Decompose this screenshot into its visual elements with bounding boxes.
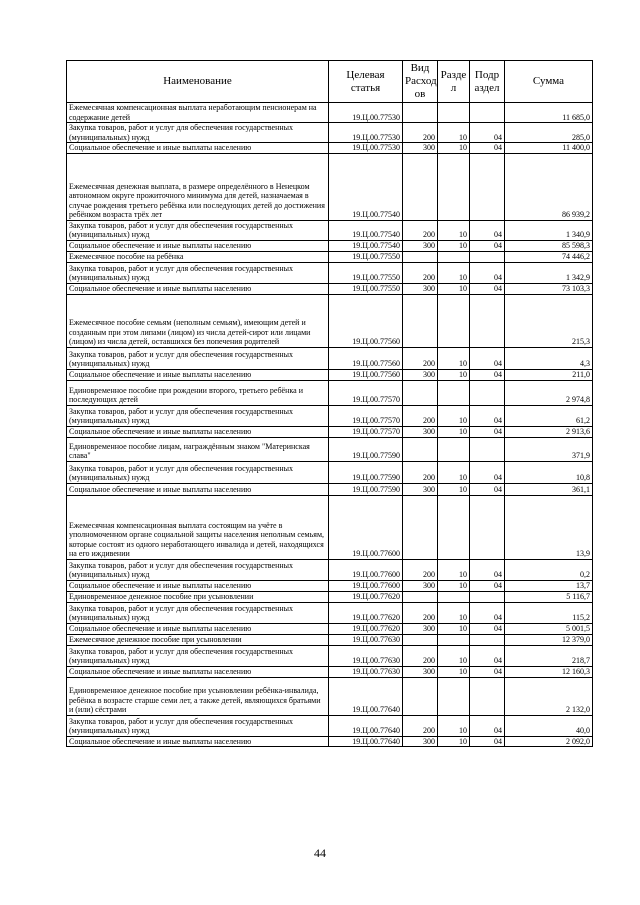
- row-podrazdel: 04: [470, 240, 505, 251]
- row-vid: 200: [403, 220, 438, 240]
- row-podrazdel: 04: [470, 369, 505, 380]
- row-target: 19.Ц.00.77530: [329, 143, 403, 154]
- row-razdel: [438, 294, 470, 347]
- row-razdel: [438, 153, 470, 220]
- row-sum: 2 913,6: [505, 426, 593, 437]
- row-target: 19.Ц.00.77590: [329, 437, 403, 461]
- row-razdel: 10: [438, 736, 470, 747]
- table-row: [67, 347, 593, 369]
- row-vid: 200: [403, 461, 438, 483]
- row-razdel: [438, 677, 470, 715]
- row-podrazdel: 04: [470, 347, 505, 369]
- row-name: Ежемесячное денежное пособие при усыновлении: [67, 634, 329, 645]
- row-vid: [403, 591, 438, 602]
- row-vid: 200: [403, 347, 438, 369]
- row-razdel: 10: [438, 369, 470, 380]
- table-row: [67, 380, 593, 405]
- table-row: [67, 220, 593, 240]
- row-podrazdel: [470, 251, 505, 262]
- row-podrazdel: 04: [470, 645, 505, 666]
- row-target: 19.Ц.00.77570: [329, 380, 403, 405]
- row-sum: 4,3: [505, 347, 593, 369]
- row-razdel: 10: [438, 461, 470, 483]
- row-sum: 12 379,0: [505, 634, 593, 645]
- row-razdel: [438, 380, 470, 405]
- table-row: [67, 143, 593, 154]
- row-podrazdel: 04: [470, 580, 505, 591]
- row-podrazdel: 04: [470, 426, 505, 437]
- row-name: Социальное обеспечение и иные выплаты населению: [67, 623, 329, 634]
- row-vid: 300: [403, 426, 438, 437]
- row-vid: 300: [403, 283, 438, 294]
- row-name: Социальное обеспечение и иные выплаты населению: [67, 369, 329, 380]
- row-podrazdel: 04: [470, 666, 505, 677]
- row-podrazdel: [470, 437, 505, 461]
- row-name: Социальное обеспечение и иные выплаты населению: [67, 736, 329, 747]
- row-sum: 74 446,2: [505, 251, 593, 262]
- row-razdel: 10: [438, 220, 470, 240]
- row-sum: 5 116,7: [505, 591, 593, 602]
- row-sum: 371,9: [505, 437, 593, 461]
- row-name: Ежемесячная компенсационная выплата состоящим на учёте в уполномоченном органе социальной защиты населения неполным семьям, которые состоят из одного неработающего инвалида и детей, находящихся на его иждивении: [67, 495, 329, 559]
- row-name: Единовременное пособие лицам, награждённым знаком "Материнская слава": [67, 437, 329, 461]
- row-name: Социальное обеспечение и иные выплаты населению: [67, 143, 329, 154]
- row-target: 19.Ц.00.77540: [329, 240, 403, 251]
- row-podrazdel: 04: [470, 602, 505, 623]
- row-sum: 5 001,5: [505, 623, 593, 634]
- row-target: 19.Ц.00.77620: [329, 591, 403, 602]
- row-name: Закупка товаров, работ и услуг для обеспечения государственных (муниципальных) нужд: [67, 602, 329, 623]
- table-row: [67, 153, 593, 220]
- row-name: Социальное обеспечение и иные выплаты населению: [67, 666, 329, 677]
- table-row: [67, 251, 593, 262]
- table-row: [67, 294, 593, 347]
- row-sum: 10,8: [505, 461, 593, 483]
- row-razdel: 10: [438, 559, 470, 580]
- table-row: [67, 559, 593, 580]
- row-vid: [403, 153, 438, 220]
- row-name: Ежемесячное пособие на ребёнка: [67, 251, 329, 262]
- row-target: 19.Ц.00.77630: [329, 645, 403, 666]
- row-podrazdel: 04: [470, 220, 505, 240]
- row-vid: 200: [403, 645, 438, 666]
- row-sum: 1 340,9: [505, 220, 593, 240]
- row-name: Социальное обеспечение и иные выплаты населению: [67, 240, 329, 251]
- row-sum: 2 092,0: [505, 736, 593, 747]
- row-name: Закупка товаров, работ и услуг для обеспечения государственных (муниципальных) нужд: [67, 220, 329, 240]
- row-vid: [403, 294, 438, 347]
- row-razdel: 10: [438, 623, 470, 634]
- header-target: Целевая статья: [329, 61, 403, 103]
- row-razdel: 10: [438, 645, 470, 666]
- row-vid: 200: [403, 405, 438, 426]
- row-name: Закупка товаров, работ и услуг для обеспечения государственных (муниципальных) нужд: [67, 559, 329, 580]
- row-name: Закупка товаров, работ и услуг для обеспечения государственных (муниципальных) нужд: [67, 347, 329, 369]
- row-vid: [403, 380, 438, 405]
- row-razdel: [438, 251, 470, 262]
- row-target: 19.Ц.00.77540: [329, 220, 403, 240]
- table-row: [67, 426, 593, 437]
- row-vid: 300: [403, 623, 438, 634]
- row-target: 19.Ц.00.77560: [329, 369, 403, 380]
- table-row: [67, 369, 593, 380]
- row-podrazdel: [470, 634, 505, 645]
- row-target: 19.Ц.00.77540: [329, 153, 403, 220]
- table-row: [67, 240, 593, 251]
- row-podrazdel: [470, 294, 505, 347]
- row-razdel: 10: [438, 602, 470, 623]
- row-vid: [403, 251, 438, 262]
- row-sum: 40,0: [505, 715, 593, 736]
- header-vid: Вид Расход ов: [403, 61, 438, 103]
- row-target: 19.Ц.00.77550: [329, 283, 403, 294]
- row-podrazdel: 04: [470, 559, 505, 580]
- row-sum: 12 160,3: [505, 666, 593, 677]
- row-vid: [403, 103, 438, 123]
- row-razdel: 10: [438, 580, 470, 591]
- row-target: 19.Ц.00.77630: [329, 634, 403, 645]
- row-target: 19.Ц.00.77550: [329, 251, 403, 262]
- row-sum: 211,0: [505, 369, 593, 380]
- row-name: Ежемесячная денежная выплата, в размере определённого в Ненецком автономном округе прожиточного минимума для детей, назначаемая в случае рождения третьего ребёнка или последующих детей до достижения ребёнком возраста трёх лет: [67, 153, 329, 220]
- table-row: [67, 634, 593, 645]
- row-name: Закупка товаров, работ и услуг для обеспечения государственных (муниципальных) нужд: [67, 715, 329, 736]
- row-vid: 300: [403, 580, 438, 591]
- row-name: Единовременное пособие при рождении второго, третьего ребёнка и последующих детей: [67, 380, 329, 405]
- table-row: [67, 123, 593, 143]
- row-vid: [403, 495, 438, 559]
- row-podrazdel: 04: [470, 736, 505, 747]
- row-vid: 300: [403, 483, 438, 495]
- page-number: 44: [314, 846, 326, 860]
- row-name: Закупка товаров, работ и услуг для обеспечения государственных (муниципальных) нужд: [67, 262, 329, 283]
- row-podrazdel: 04: [470, 143, 505, 154]
- row-sum: 73 103,3: [505, 283, 593, 294]
- row-sum: 85 598,3: [505, 240, 593, 251]
- row-name: Закупка товаров, работ и услуг для обеспечения государственных (муниципальных) нужд: [67, 405, 329, 426]
- row-razdel: 10: [438, 405, 470, 426]
- row-target: 19.Ц.00.77530: [329, 123, 403, 143]
- row-sum: 215,3: [505, 294, 593, 347]
- row-razdel: [438, 103, 470, 123]
- table-body: [67, 103, 593, 747]
- row-name: Единовременное денежное пособие при усыновлении: [67, 591, 329, 602]
- row-sum: 61,2: [505, 405, 593, 426]
- row-target: 19.Ц.00.77600: [329, 559, 403, 580]
- header-podrazdel: Подр аздел: [470, 61, 505, 103]
- row-target: 19.Ц.00.77620: [329, 623, 403, 634]
- header-sum: Сумма: [505, 61, 593, 103]
- row-sum: 13,9: [505, 495, 593, 559]
- row-podrazdel: 04: [470, 283, 505, 294]
- row-sum: 218,7: [505, 645, 593, 666]
- row-razdel: 10: [438, 262, 470, 283]
- row-name: Социальное обеспечение и иные выплаты населению: [67, 580, 329, 591]
- row-vid: 300: [403, 369, 438, 380]
- table-row: [67, 591, 593, 602]
- row-vid: 200: [403, 123, 438, 143]
- row-sum: 2 132,0: [505, 677, 593, 715]
- row-sum: 2 974,8: [505, 380, 593, 405]
- table-row: [67, 715, 593, 736]
- row-sum: 11 400,0: [505, 143, 593, 154]
- row-sum: 0,2: [505, 559, 593, 580]
- table-header: [67, 61, 593, 103]
- row-name: Закупка товаров, работ и услуг для обеспечения государственных (муниципальных) нужд: [67, 645, 329, 666]
- row-name: Закупка товаров, работ и услуг для обеспечения государственных (муниципальных) нужд: [67, 461, 329, 483]
- row-sum: 11 685,0: [505, 103, 593, 123]
- header-row: [67, 61, 593, 103]
- row-podrazdel: [470, 380, 505, 405]
- row-name: Социальное обеспечение и иные выплаты населению: [67, 283, 329, 294]
- row-vid: 200: [403, 262, 438, 283]
- row-target: 19.Ц.00.77550: [329, 262, 403, 283]
- row-podrazdel: [470, 103, 505, 123]
- row-name: Социальное обеспечение и иные выплаты населению: [67, 483, 329, 495]
- row-name: Ежемесячное пособие семьям (неполным семьям), имеющим детей и созданным при этом липами (лицом) из числа детей-сирот или лицами (лицом) из числа детей, оставшихся без попечения родителей: [67, 294, 329, 347]
- table-row: [67, 483, 593, 495]
- row-name: Единовременное денежное пособие при усыновлении ребёнка-инвалида, ребёнка в возрасте старше семи лет, а также детей, являющихся братьями и (или) сёстрами: [67, 677, 329, 715]
- row-target: 19.Ц.00.77570: [329, 405, 403, 426]
- row-podrazdel: 04: [470, 461, 505, 483]
- row-target: 19.Ц.00.77560: [329, 347, 403, 369]
- row-vid: 200: [403, 559, 438, 580]
- row-razdel: 10: [438, 426, 470, 437]
- row-razdel: [438, 437, 470, 461]
- row-vid: 300: [403, 736, 438, 747]
- table-row: [67, 677, 593, 715]
- row-target: 19.Ц.00.77560: [329, 294, 403, 347]
- row-razdel: 10: [438, 666, 470, 677]
- row-sum: 285,0: [505, 123, 593, 143]
- row-podrazdel: 04: [470, 483, 505, 495]
- row-sum: 1 342,9: [505, 262, 593, 283]
- row-vid: [403, 437, 438, 461]
- row-razdel: 10: [438, 715, 470, 736]
- row-name: Ежемесячная компенсационная выплата неработающим пенсионерам на содержание детей: [67, 103, 329, 123]
- table-row: [67, 623, 593, 634]
- row-razdel: 10: [438, 123, 470, 143]
- row-podrazdel: 04: [470, 262, 505, 283]
- row-razdel: 10: [438, 240, 470, 251]
- row-target: 19.Ц.00.77640: [329, 736, 403, 747]
- table-row: [67, 461, 593, 483]
- table-row: [67, 602, 593, 623]
- table-row: [67, 736, 593, 747]
- row-podrazdel: 04: [470, 405, 505, 426]
- row-sum: 115,2: [505, 602, 593, 623]
- row-vid: 300: [403, 240, 438, 251]
- row-sum: 361,1: [505, 483, 593, 495]
- row-target: 19.Ц.00.77630: [329, 666, 403, 677]
- row-podrazdel: [470, 677, 505, 715]
- row-razdel: 10: [438, 483, 470, 495]
- row-razdel: [438, 634, 470, 645]
- row-vid: [403, 634, 438, 645]
- table-row: [67, 495, 593, 559]
- table-row: [67, 262, 593, 283]
- row-razdel: [438, 591, 470, 602]
- table-row: [67, 283, 593, 294]
- header-razdel: Разде л: [438, 61, 470, 103]
- budget-table: [66, 60, 593, 747]
- row-vid: 200: [403, 715, 438, 736]
- row-podrazdel: 04: [470, 715, 505, 736]
- row-target: 19.Ц.00.77590: [329, 483, 403, 495]
- row-podrazdel: 04: [470, 623, 505, 634]
- row-target: 19.Ц.00.77600: [329, 580, 403, 591]
- row-target: 19.Ц.00.77620: [329, 602, 403, 623]
- row-vid: 300: [403, 143, 438, 154]
- row-target: 19.Ц.00.77590: [329, 461, 403, 483]
- table-row: [67, 405, 593, 426]
- row-target: 19.Ц.00.77570: [329, 426, 403, 437]
- row-podrazdel: [470, 153, 505, 220]
- header-name: Наименование: [67, 61, 329, 103]
- table-row: [67, 103, 593, 123]
- row-target: 19.Ц.00.77640: [329, 677, 403, 715]
- row-target: 19.Ц.00.77530: [329, 103, 403, 123]
- row-target: 19.Ц.00.77600: [329, 495, 403, 559]
- row-vid: 200: [403, 602, 438, 623]
- row-name: Социальное обеспечение и иные выплаты населению: [67, 426, 329, 437]
- row-podrazdel: 04: [470, 123, 505, 143]
- row-razdel: 10: [438, 347, 470, 369]
- row-razdel: 10: [438, 283, 470, 294]
- row-vid: 300: [403, 666, 438, 677]
- table-row: [67, 437, 593, 461]
- row-podrazdel: [470, 591, 505, 602]
- table-row: [67, 666, 593, 677]
- row-podrazdel: [470, 495, 505, 559]
- row-razdel: [438, 495, 470, 559]
- table-row: [67, 580, 593, 591]
- table-row: [67, 645, 593, 666]
- row-sum: 13,7: [505, 580, 593, 591]
- row-razdel: 10: [438, 143, 470, 154]
- row-vid: [403, 677, 438, 715]
- row-sum: 86 939,2: [505, 153, 593, 220]
- row-target: 19.Ц.00.77640: [329, 715, 403, 736]
- row-name: Закупка товаров, работ и услуг для обеспечения государственных (муниципальных) нужд: [67, 123, 329, 143]
